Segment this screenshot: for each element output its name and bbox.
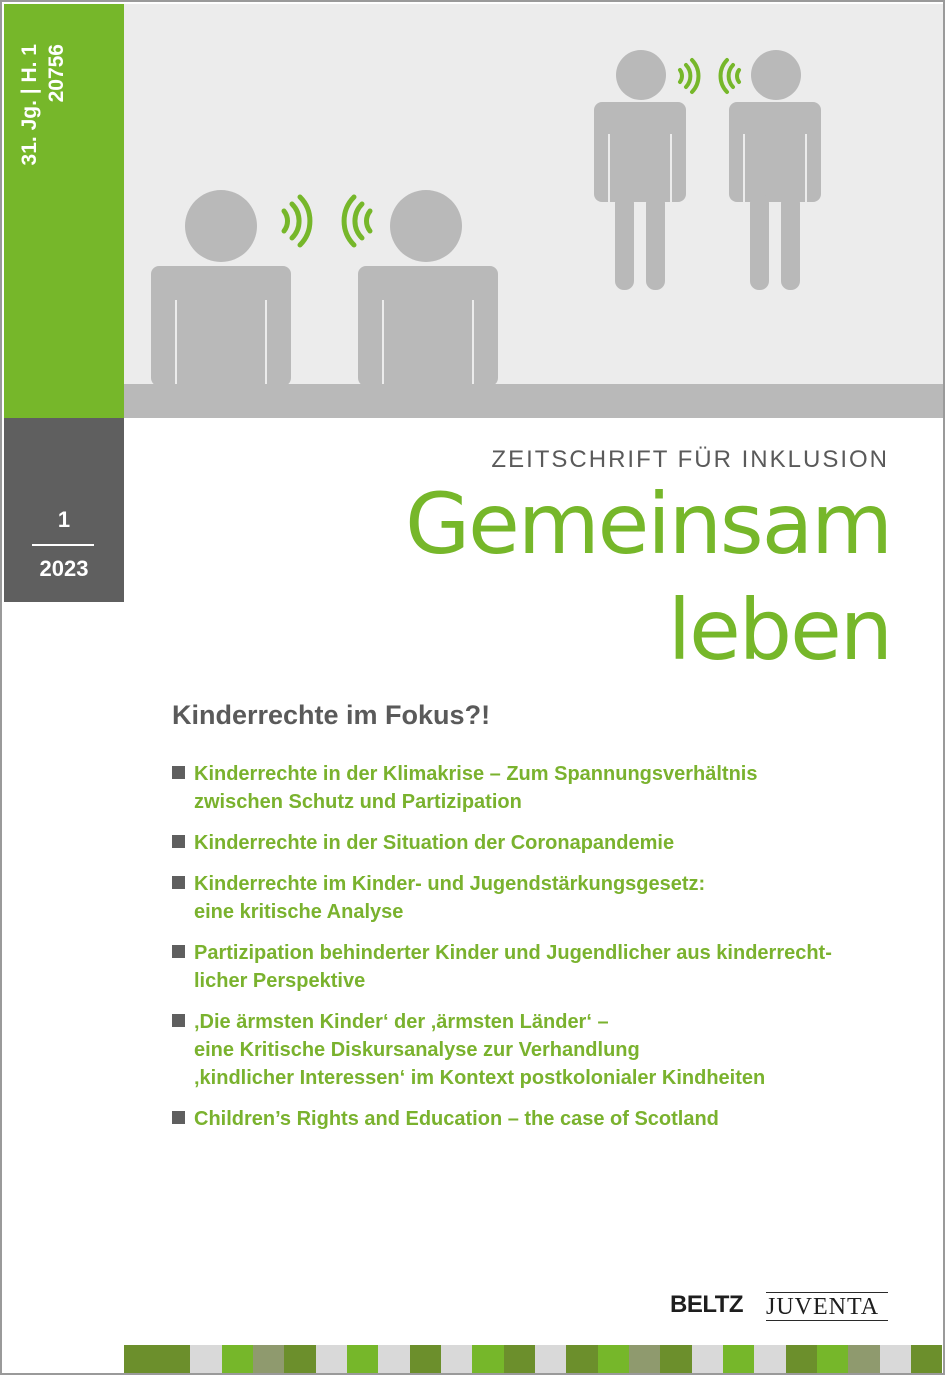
stripe-segment <box>566 1345 598 1375</box>
stripe-segment <box>190 1345 222 1375</box>
stripe-segment <box>124 1345 190 1375</box>
issue-year: 2023 <box>39 556 89 581</box>
stripe-segment <box>598 1345 629 1375</box>
publisher-rule-top <box>766 1292 888 1293</box>
stripe-segment <box>911 1345 942 1375</box>
journal-title-line1: Gemeinsam <box>405 475 891 573</box>
stripe-segment <box>692 1345 723 1375</box>
stripe-segment <box>222 1345 253 1375</box>
square-bullet-icon <box>172 766 185 779</box>
article-title-line: eine Kritische Diskursanalyse zur Verhandlung <box>194 1039 640 1061</box>
square-bullet-icon <box>172 835 185 848</box>
article-title-line: licher Perspektive <box>194 970 366 992</box>
article-title-line: ‚Die ärmsten Kinder‘ der ‚ärmsten Länder‘ – <box>194 1011 609 1033</box>
list-item <box>172 939 892 995</box>
journal-subtitle: ZEITSCHRIFT FÜR INKLUSION <box>491 446 889 473</box>
stripe-segment <box>723 1345 754 1375</box>
article-title-line: Partizipation behinderter Kinder und Jugendlicher aus kinderrecht- <box>194 942 832 964</box>
publisher-name-serif: JUVENTA <box>766 1294 880 1320</box>
seated-person-left-body <box>151 266 291 386</box>
publisher-name-bold: BELTZ <box>670 1291 744 1318</box>
square-bullet-icon <box>172 1111 185 1124</box>
article-title-line: Children’s Rights and Education – the case of Scotland <box>194 1108 719 1130</box>
stripe-segment <box>410 1345 441 1375</box>
standing-person-left-body <box>594 102 686 202</box>
journal-code: 20756 <box>45 44 68 103</box>
stripe-segment <box>535 1345 566 1375</box>
square-bullet-icon <box>172 876 185 889</box>
stripe-segment <box>817 1345 848 1375</box>
people-talking-illustration <box>124 4 945 418</box>
stripe-segment <box>629 1345 660 1375</box>
sound-waves-standing-right-icon <box>680 60 698 92</box>
publisher-rule-bottom <box>766 1320 888 1321</box>
stripe-segment <box>378 1345 410 1375</box>
sound-waves-left-icon <box>344 197 370 245</box>
stripe-segment <box>441 1345 472 1375</box>
decorative-stripe <box>124 1345 945 1375</box>
stripe-segment <box>284 1345 316 1375</box>
stripe-segment <box>848 1345 880 1375</box>
article-title-line: Kinderrechte im Kinder- und Jugendstärkungsgesetz: <box>194 873 706 895</box>
issue-theme: Kinderrechte im Fokus?! <box>172 700 491 730</box>
article-title-line: Kinderrechte in der Situation der Coronapandemie <box>194 832 675 854</box>
stripe-segment <box>504 1345 535 1375</box>
issue-number: 1 <box>57 507 71 532</box>
list-item <box>172 1008 892 1092</box>
seated-person-right-body <box>358 266 498 386</box>
stripe-segment <box>660 1345 692 1375</box>
standing-person-right-head <box>751 50 801 100</box>
article-list <box>172 760 892 1146</box>
volume-issue-label: 31. Jg. | H. 1 <box>18 44 41 166</box>
table-surface <box>124 384 945 418</box>
list-item <box>172 829 892 857</box>
stripe-segment <box>316 1345 347 1375</box>
seated-person-left-head <box>185 190 257 262</box>
standing-person-left-head <box>616 50 666 100</box>
stripe-segment <box>472 1345 504 1375</box>
cover-illustration <box>124 4 945 418</box>
spine-green-bar <box>4 4 124 418</box>
stripe-segment <box>253 1345 284 1375</box>
stripe-segment <box>880 1345 911 1375</box>
article-title-line: Kinderrechte in der Klimakrise – Zum Spannungsverhältnis <box>194 763 758 785</box>
square-bullet-icon <box>172 1014 185 1027</box>
issue-divider <box>32 544 94 546</box>
volume-info <box>16 42 116 172</box>
stripe-segment <box>347 1345 378 1375</box>
stripe-segment <box>754 1345 786 1375</box>
issue-block <box>4 418 124 602</box>
seated-person-right-head <box>390 190 462 262</box>
journal-title-line2: leben <box>667 581 891 679</box>
article-title-line: ‚kindlicher Interessen‘ im Kontext postkolonialer Kindheiten <box>194 1067 766 1089</box>
list-item <box>172 1105 892 1133</box>
publisher-logo <box>670 1288 888 1326</box>
list-item <box>172 870 892 926</box>
stripe-segment <box>786 1345 817 1375</box>
list-item <box>172 760 892 816</box>
standing-person-right-body <box>729 102 821 202</box>
article-title-line: zwischen Schutz und Partizipation <box>194 791 522 813</box>
square-bullet-icon <box>172 945 185 958</box>
article-title-line: eine kritische Analyse <box>194 901 404 923</box>
sound-waves-standing-left-icon <box>721 60 739 92</box>
sound-waves-right-icon <box>284 197 310 245</box>
